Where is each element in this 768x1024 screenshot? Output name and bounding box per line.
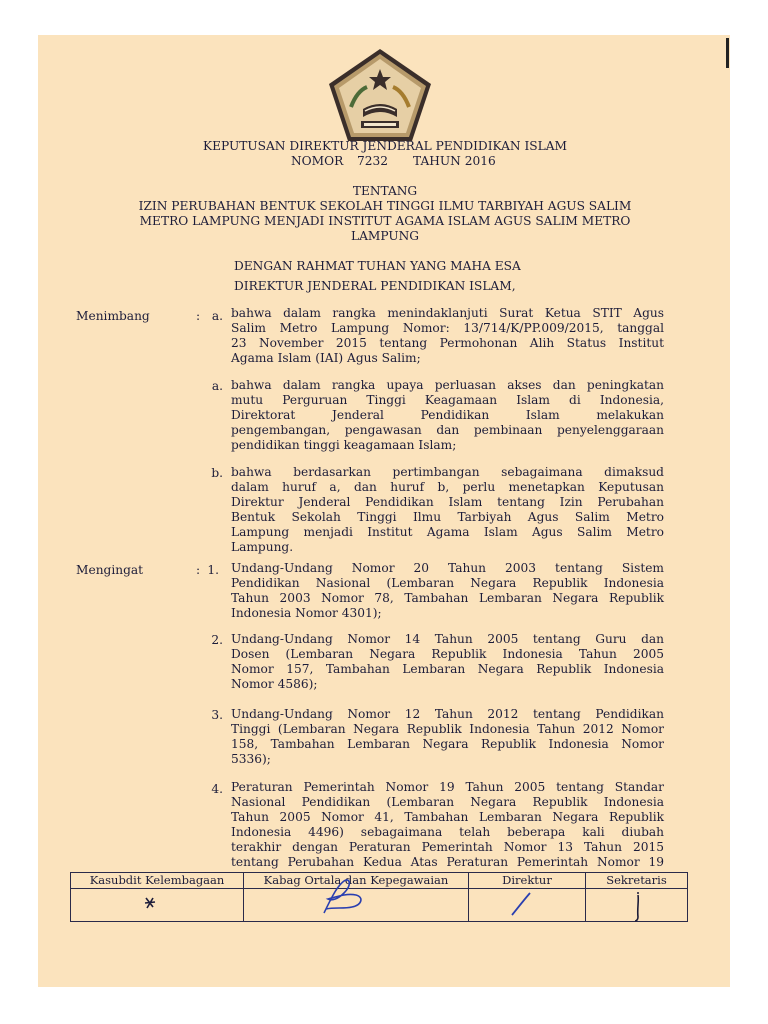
decree-title: KEPUTUSAN DIREKTUR JENDERAL PENDIDIKAN ISLAM (202, 139, 568, 153)
mengingat-item (231, 780, 664, 870)
paraf-cell-kasubdit (71, 889, 244, 922)
tahun-label: TAHUN 2016 (413, 154, 496, 168)
paraf-header-direktur: Direktur (469, 873, 586, 889)
mengingat-item (231, 707, 664, 767)
text-line: Indonesia Nomor 4301); (231, 606, 382, 620)
scan-edge-mark (726, 38, 729, 68)
text-line: Lampung menjadi Institut Agama Islam Agus Salim Metro (231, 525, 664, 539)
text-line: Bentuk Sekolah Tinggi Ilmu Tarbiyah Agus Salim Metro (231, 510, 664, 524)
text-line: Nomor 4586); (231, 677, 318, 691)
text-line: dalam huruf a, dan huruf b, perlu menetapkan Keputusan (231, 480, 664, 494)
mengingat-marker: 3. (211, 708, 223, 722)
menimbang-label: Menimbang (76, 309, 150, 323)
text-line: tentang Perubahan Kedua Atas Peraturan Pemerintah Nomor 19 (231, 855, 664, 869)
text-line: Tahun 2005 Nomor 41, Tambahan Lembaran Negara Republik (231, 810, 664, 824)
text-line: bahwa dalam rangka upaya perluasan akses dan peningkatan (231, 378, 664, 392)
text-line: Indonesia 4496) sebagaimana telah beberapa kali diubah (231, 825, 664, 839)
text-line: Direktur Jenderal Pendidikan Islam tentang Izin Perubahan (231, 495, 664, 509)
text-line: bahwa dalam rangka menindaklanjuti Surat Ketua STIT Agus (231, 306, 664, 320)
signature-mark-icon (316, 877, 376, 917)
text-line: Undang-Undang Nomor 14 Tahun 2005 tentang Guru dan (231, 632, 664, 646)
signature-stroke-icon (632, 891, 644, 923)
text-line: Salim Metro Lampung Nomor: 13/714/K/PP.009/2015, tanggal (231, 321, 664, 335)
text-line: 23 November 2015 tentang Permohonan Alih Status Institut (231, 336, 664, 350)
mengingat-label: Mengingat (76, 563, 144, 577)
signature-stroke-icon (509, 891, 533, 917)
text-line: 5336); (231, 752, 271, 766)
menimbang-marker: b. (211, 466, 223, 480)
menimbang-item (231, 465, 664, 555)
text-line: 158, Tambahan Lembaran Negara Republik Indonesia Nomor (231, 737, 664, 751)
menimbang-item (231, 378, 664, 453)
paraf-cell-sekretaris (586, 889, 688, 922)
text-line: Peraturan Pemerintah Nomor 19 Tahun 2005 tentang Standar (231, 780, 664, 794)
text-line: Dosen (Lembaran Negara Republik Indonesia Tahun 2005 (231, 647, 664, 661)
text-line: terakhir dengan Peraturan Pemerintah Nomor 13 Tahun 2015 (231, 840, 664, 854)
menimbang-marker: a. (211, 309, 223, 323)
text-line: bahwa berdasarkan pertimbangan sebagaimana dimaksud (231, 465, 664, 479)
text-line: Pendidikan Nasional (Lembaran Negara Republik Indonesia (231, 576, 664, 590)
mengingat-colon: : (196, 563, 201, 577)
text-line: Undang-Undang Nomor 20 Tahun 2003 tentang Sistem (231, 561, 664, 575)
mengingat-marker: 2. (211, 633, 223, 647)
paraf-table (70, 872, 688, 922)
initial-mark-icon (143, 895, 157, 911)
text-line: Tahun 2003 Nomor 78, Tambahan Lembaran Negara Republik (231, 591, 664, 605)
text-line: Nomor 157, Tambahan Lembaran Negara Republik Indonesia (231, 662, 664, 676)
text-line: Agama Islam (IAI) Agus Salim; (231, 351, 421, 365)
ministry-emblem-logo (327, 47, 433, 143)
preamble-line-2: DIREKTUR JENDERAL PENDIDIKAN ISLAM, (234, 279, 516, 293)
menimbang-item (231, 306, 664, 366)
menimbang-colon: : (196, 309, 201, 323)
menimbang-marker: a. (211, 379, 223, 393)
mengingat-marker: 4. (211, 782, 223, 796)
text-line: pengembangan, pengawasan dan pembinaan penyelenggaraan (231, 423, 664, 437)
mengingat-marker: 1. (207, 563, 219, 577)
subject-line-3: LAMPUNG (350, 229, 420, 243)
subject-line-2: METRO LAMPUNG MENJADI INSTITUT AGAMA ISLAM AGUS SALIM METRO (139, 214, 631, 228)
paraf-cell-direktur (469, 889, 586, 922)
nomor-value: 7232 (357, 154, 389, 168)
text-line: mutu Perguruan Tinggi Keagamaan Islam di Indonesia, (231, 393, 664, 407)
nomor-label: NOMOR (291, 154, 344, 168)
paraf-header-kabag: Kabag Ortala dan Kepegawaian (244, 873, 469, 889)
paraf-header-sekretaris: Sekretaris (586, 873, 688, 889)
paraf-header-kasubdit: Kasubdit Kelembagaan (71, 873, 244, 889)
subject-line-1: IZIN PERUBAHAN BENTUK SEKOLAH TINGGI ILMU TARBIYAH AGUS SALIM (138, 199, 632, 213)
mengingat-item (231, 632, 664, 692)
tentang-heading: TENTANG (352, 184, 418, 198)
text-line: Lampung. (231, 540, 294, 554)
preamble-line-1: DENGAN RAHMAT TUHAN YANG MAHA ESA (234, 259, 521, 273)
text-line: Direktorat Jenderal Pendidikan Islam melakukan (231, 408, 664, 422)
text-line: Undang-Undang Nomor 12 Tahun 2012 tentang Pendidikan (231, 707, 664, 721)
text-line: Tinggi (Lembaran Negara Republik Indonesia Tahun 2012 Nomor (231, 722, 664, 736)
text-line: pendidikan tinggi keagamaan Islam; (231, 438, 457, 452)
mengingat-item (231, 561, 664, 621)
paraf-cell-kabag (244, 889, 469, 922)
text-line: Nasional Pendidikan (Lembaran Negara Republik Indonesia (231, 795, 664, 809)
